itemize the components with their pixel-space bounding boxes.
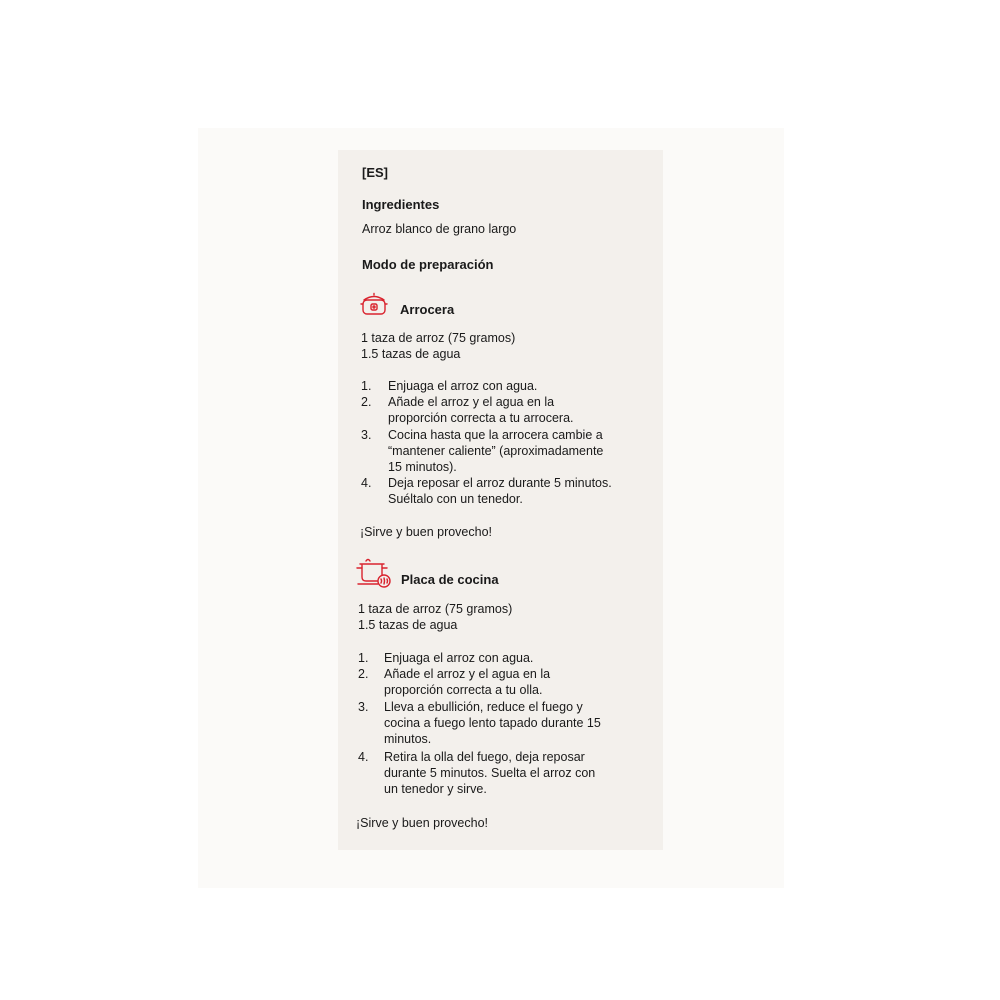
rc-step-2-number: 2. bbox=[361, 395, 372, 409]
st-step-4-line-3: un tenedor y sirve. bbox=[384, 782, 487, 796]
rc-step-2-line-1: Añade el arroz y el agua en la bbox=[388, 395, 555, 409]
st-step-4-line-1: Retira la olla del fuego, deja reposar bbox=[384, 750, 585, 764]
language-tag: [ES] bbox=[362, 165, 388, 180]
rice-cooker-amount-water: 1.5 tazas de agua bbox=[361, 347, 461, 361]
rc-step-1-number: 1. bbox=[361, 379, 372, 393]
st-step-4-number: 4. bbox=[358, 750, 369, 764]
st-step-2-line-2: proporción correcta a tu olla. bbox=[384, 683, 543, 697]
method-heading: Modo de preparación bbox=[362, 257, 494, 272]
rc-step-2-line-2: proporción correcta a tu arrocera. bbox=[388, 411, 574, 425]
rc-step-3-line-2: “mantener caliente” (aproximadamente bbox=[388, 444, 604, 458]
rc-step-3-line-1: Cocina hasta que la arrocera cambie a bbox=[388, 428, 603, 442]
rice-cooker-icon bbox=[360, 291, 388, 317]
rice-cooker-title: Arrocera bbox=[400, 302, 455, 317]
ingredients-heading: Ingredientes bbox=[362, 197, 440, 212]
stovetop-closing: ¡Sirve y buen provecho! bbox=[356, 816, 489, 830]
st-step-3-line-3: minutos. bbox=[384, 732, 432, 746]
rc-step-1-line-1: Enjuaga el arroz con agua. bbox=[388, 379, 538, 393]
rc-step-3-line-3: 15 minutos). bbox=[388, 460, 457, 474]
st-step-3-number: 3. bbox=[358, 700, 369, 714]
st-step-3-line-1: Lleva a ebullición, reduce el fuego y bbox=[384, 700, 583, 714]
rc-step-4-line-2: Suéltalo con un tenedor. bbox=[388, 492, 523, 506]
st-step-2-number: 2. bbox=[358, 667, 369, 681]
st-step-2-line-1: Añade el arroz y el agua en la bbox=[384, 667, 551, 681]
st-step-1-line-1: Enjuaga el arroz con agua. bbox=[384, 651, 534, 665]
rc-step-3-number: 3. bbox=[361, 428, 372, 442]
st-step-1-number: 1. bbox=[358, 651, 369, 665]
rc-step-4-number: 4. bbox=[361, 476, 372, 490]
rc-step-4-line-1: Deja reposar el arroz durante 5 minutos. bbox=[388, 476, 612, 490]
stovetop-amount-water: 1.5 tazas de agua bbox=[358, 618, 458, 632]
stovetop-title: Placa de cocina bbox=[401, 572, 499, 587]
ingredient-item: Arroz blanco de grano largo bbox=[362, 222, 517, 236]
st-step-4-line-2: durante 5 minutos. Suelta el arroz con bbox=[384, 766, 596, 780]
st-step-3-line-2: cocina a fuego lento tapado durante 15 bbox=[384, 716, 601, 730]
rice-cooker-amount-rice: 1 taza de arroz (75 gramos) bbox=[361, 331, 516, 345]
stovetop-pot-icon bbox=[356, 557, 392, 589]
rice-cooker-closing: ¡Sirve y buen provecho! bbox=[360, 525, 493, 539]
stovetop-amount-rice: 1 taza de arroz (75 gramos) bbox=[358, 602, 513, 616]
